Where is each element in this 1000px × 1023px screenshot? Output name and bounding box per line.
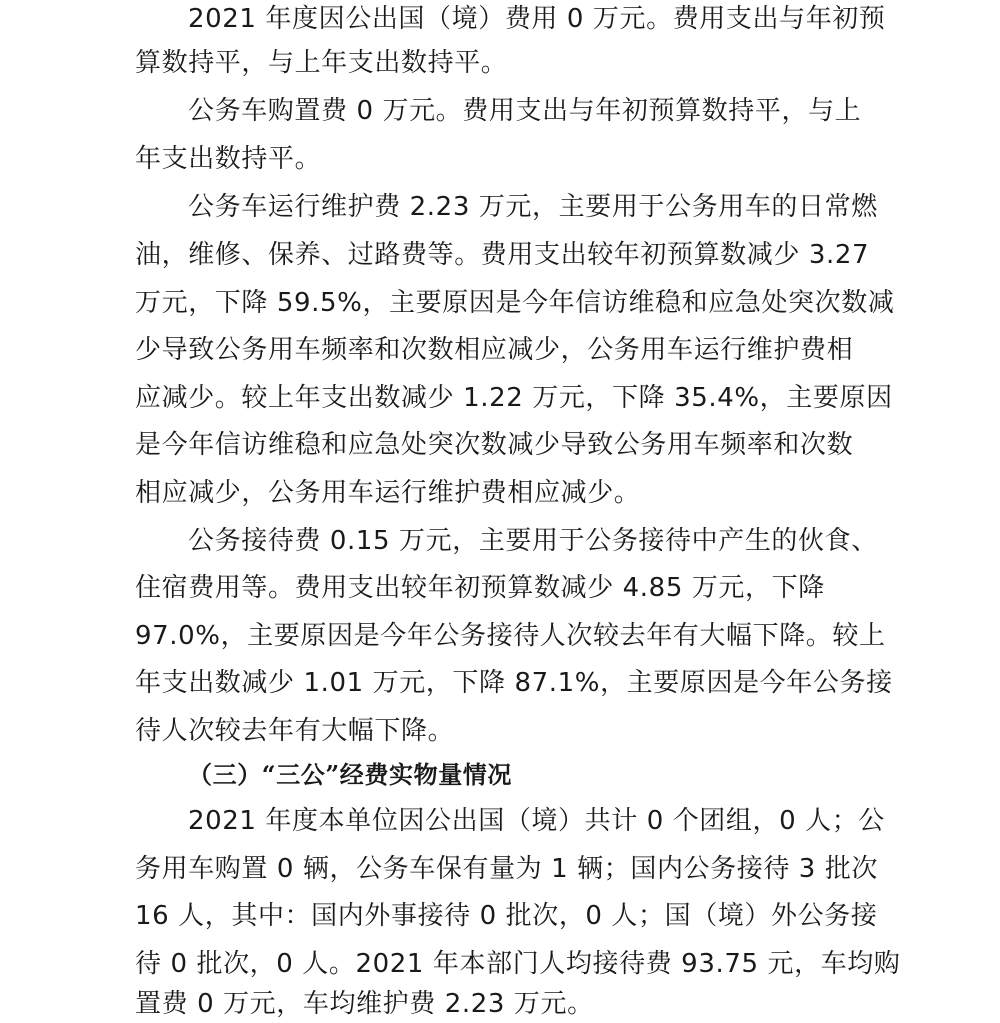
paragraph-line: 是今年信访维稳和应急处突次数减少导致公务用车频率和次数 xyxy=(135,430,854,460)
paragraph-line: 2021 年度本单位因公出国（境）共计 0 个团组，0 人；公 xyxy=(188,806,885,836)
paragraph-line: 待人次较去年有大幅下降。 xyxy=(135,716,455,746)
paragraph-line: 相应减少，公务用车运行维护费相应减少。 xyxy=(135,478,641,508)
paragraph-line: 公务接待费 0.15 万元，主要用于公务接待中产生的伙食、 xyxy=(188,526,878,556)
paragraph-line: 97.0%，主要原因是今年公务接待人次较去年有大幅下降。较上 xyxy=(135,621,886,651)
paragraph-line: 万元，下降 59.5%，主要原因是今年信访维稳和应急处突次数减 xyxy=(135,288,895,318)
paragraph-line: 2021 年度因公出国（境）费用 0 万元。费用支出与年初预 xyxy=(188,4,886,34)
paragraph-line: 住宿费用等。费用支出较年初预算数减少 4.85 万元，下降 xyxy=(135,573,825,603)
paragraph-line: 务用车购置 0 辆，公务车保有量为 1 辆；国内公务接待 3 批次 xyxy=(135,854,879,884)
paragraph-line: 应减少。较上年支出数减少 1.22 万元，下降 35.4%，主要原因 xyxy=(135,383,893,413)
paragraph-line: 少导致公务用车频率和次数相应减少，公务用车运行维护费相 xyxy=(135,335,854,365)
paragraph-line: 待 0 批次，0 人。2021 年本部门人均接待费 93.75 元，车均购 xyxy=(135,949,901,979)
paragraph-line: 公务车运行维护费 2.23 万元，主要用于公务用车的日常燃 xyxy=(188,192,878,222)
paragraph-line: 公务车购置费 0 万元。费用支出与年初预算数持平，与上 xyxy=(188,96,862,126)
paragraph-line: 16 人，其中：国内外事接待 0 批次，0 人；国（境）外公务接 xyxy=(135,901,878,931)
paragraph-line: 置费 0 万元，车均维护费 2.23 万元。 xyxy=(135,989,594,1019)
section-heading: （三）“三公”经费实物量情况 xyxy=(188,760,513,789)
paragraph-line: 年支出数减少 1.01 万元，下降 87.1%，主要原因是今年公务接 xyxy=(135,668,893,698)
paragraph-line: 年支出数持平。 xyxy=(135,144,322,174)
paragraph-line: 算数持平，与上年支出数持平。 xyxy=(135,48,508,78)
paragraph-line: 油，维修、保养、过路费等。费用支出较年初预算数减少 3.27 xyxy=(135,240,870,270)
